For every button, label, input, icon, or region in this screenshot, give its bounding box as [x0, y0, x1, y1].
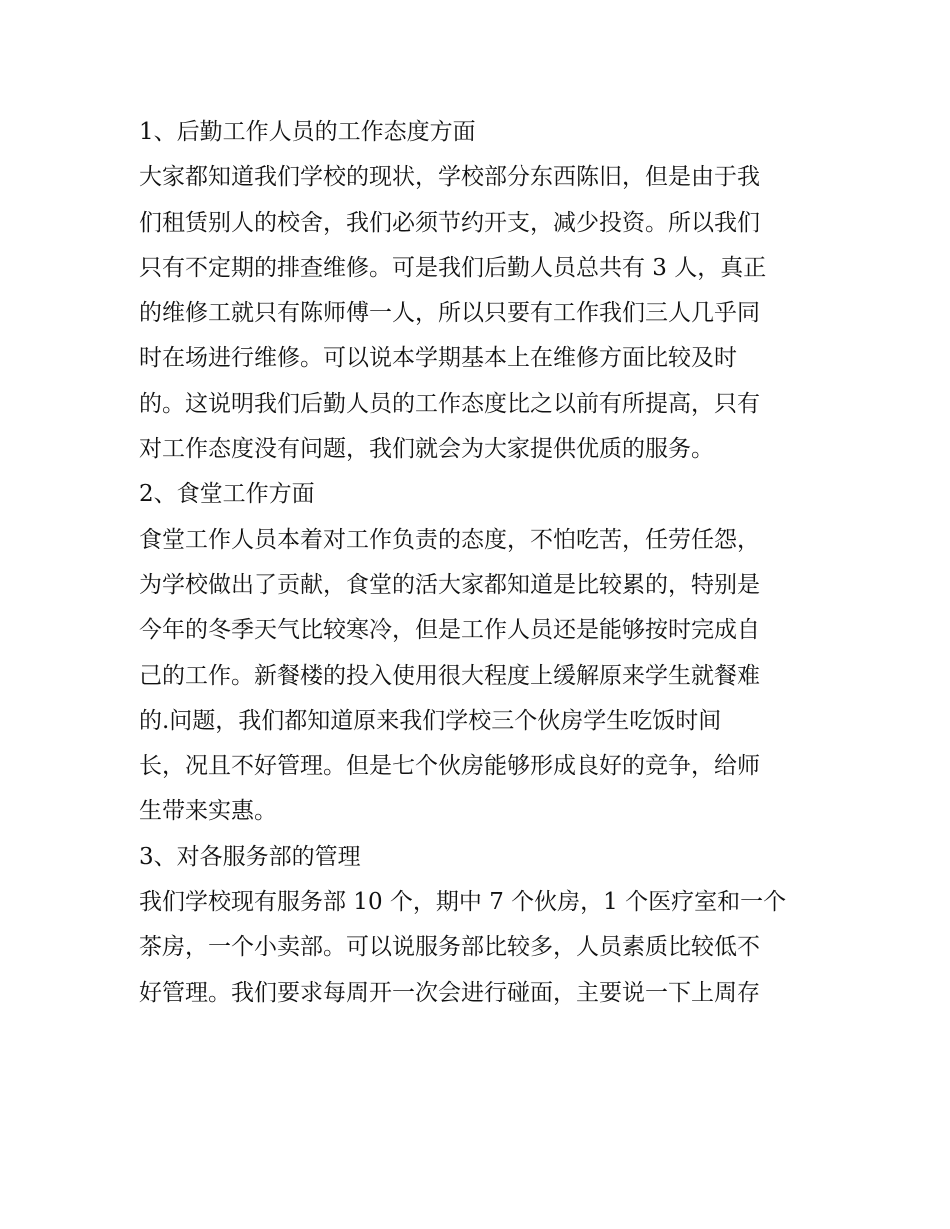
- paragraph-line: 长，况且不好管理。但是七个伙房能够形成良好的竞争，给师: [139, 753, 760, 780]
- paragraph-line: 时在场进行维修。可以说本学期基本上在维修方面比较及时: [139, 345, 737, 372]
- paragraph-line: 我们学校现有服务部 10 个，期中 7 个伙房，1 个医疗室和一个: [139, 889, 787, 916]
- paragraph-line: 生带来实惠。: [139, 798, 277, 825]
- paragraph-line: 对工作态度没有问题，我们就会为大家提供优质的服务。: [139, 436, 714, 463]
- paragraph-line: 己的工作。新餐楼的投入使用很大程度上缓解原来学生就餐难: [139, 662, 760, 689]
- document-page: [139, 110, 819, 1016]
- paragraph-line: 为学校做出了贡献，食堂的活大家都知道是比较累的，特别是: [139, 571, 760, 598]
- paragraph-line: 茶房，一个小卖部。可以说服务部比较多，人员素质比较低不: [139, 934, 760, 961]
- paragraph-line: 食堂工作人员本着对工作负责的态度，不怕吃苦，任劳任怨，: [139, 526, 760, 553]
- section-heading-canteen: 2、食堂工作方面: [139, 481, 315, 508]
- paragraph-line: 的维修工就只有陈师傅一人，所以只要有工作我们三人几乎同: [139, 300, 760, 327]
- paragraph-line: 只有不定期的排查维修。可是我们后勤人员总共有 3 人，真正: [139, 254, 767, 281]
- paragraph-line: 好管理。我们要求每周开一次会进行碰面，主要说一下上周存: [139, 979, 760, 1006]
- section-heading-service-management: 3、对各服务部的管理: [139, 843, 361, 870]
- section-heading-logistics-attitude: 1、后勤工作人员的工作态度方面: [139, 119, 476, 145]
- paragraph-line: 大家都知道我们学校的现状，学校部分东西陈旧，但是由于我: [139, 164, 760, 191]
- paragraph-line: 们租赁别人的校舍，我们必须节约开支，减少投资。所以我们: [139, 209, 760, 236]
- paragraph-line: 今年的冬季天气比较寒冷，但是工作人员还是能够按时完成自: [139, 617, 760, 644]
- paragraph-line: 的。这说明我们后勤人员的工作态度比之以前有所提高，只有: [139, 390, 760, 417]
- paragraph-line: 的.问题，我们都知道原来我们学校三个伙房学生吃饭时间: [139, 707, 722, 734]
